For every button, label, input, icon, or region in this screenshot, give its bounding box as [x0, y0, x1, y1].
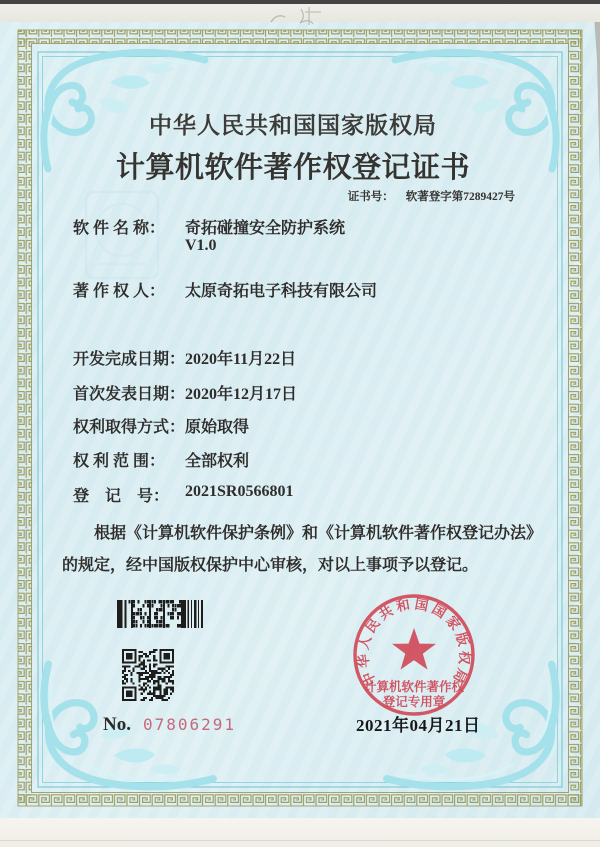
paper-edge-line — [0, 840, 600, 841]
field-value-rights-acquisition: 原始取得 — [185, 419, 250, 436]
field-value-registration-number: 2021SR0566801 — [185, 483, 294, 500]
field-value-software-name: 奇拓碰撞安全防护系统 — [185, 220, 346, 237]
paper-edge-bottom — [0, 818, 600, 847]
pencil-mark — [265, 4, 345, 32]
field-label-rights-scope: 权 利 范 围： — [73, 453, 166, 470]
stamp-arc-text: 中华人民共和国国家版权局 — [355, 596, 473, 688]
field-value-dev-complete-date: 2020年11月22日 — [185, 351, 297, 368]
serial-prefix: No. — [103, 714, 131, 735]
registration-date: 2021年04月21日 — [356, 716, 481, 735]
field-label-first-publish-date: 首次发表日期： — [73, 386, 186, 403]
serial-number: 07806291 — [142, 715, 237, 734]
border-bottom — [18, 793, 582, 807]
field-label-dev-complete-date: 开发完成日期： — [73, 351, 186, 368]
authority-title: 中华人民共和国国家版权局 — [149, 113, 437, 138]
field-label-copyright-owner: 著 作 权 人： — [73, 283, 166, 300]
photo-background-wedge — [584, 0, 600, 190]
stamp-line2: 登记专用章 — [382, 695, 446, 709]
field-value-copyright-owner: 太原奇拓电子科技有限公司 — [185, 283, 378, 300]
field-value-software-version: V1.0 — [185, 237, 217, 254]
qr-code — [122, 649, 174, 701]
field-label-registration-number: 登 记 号： — [73, 488, 170, 505]
certificate-number-value: 软著登字第7289427号 — [405, 191, 515, 203]
serial-number-line — [103, 714, 236, 736]
field-label-software-name: 软 件 名 称： — [73, 220, 166, 237]
stamp-line1: 计算机软件著作权 — [363, 680, 465, 694]
border-top — [18, 30, 582, 44]
certificate-number-label: 证书号： — [347, 191, 394, 203]
barcode-2d — [117, 600, 203, 628]
field-value-first-publish-date: 2020年12月17日 — [185, 386, 298, 403]
certificate-number-line — [348, 188, 515, 204]
field-label-rights-acquisition: 权利取得方式： — [73, 419, 186, 436]
certificate-title: 计算机软件著作权登记证书 — [115, 152, 470, 184]
registration-statement: 根据《计算机软件保护条例》和《计算机软件著作权登记办法》的规定，经中国版权保护中心审核，对以上事项予以登记。 — [62, 525, 543, 574]
stamp-star-icon — [392, 628, 436, 670]
field-value-rights-scope: 全部权利 — [185, 453, 250, 470]
